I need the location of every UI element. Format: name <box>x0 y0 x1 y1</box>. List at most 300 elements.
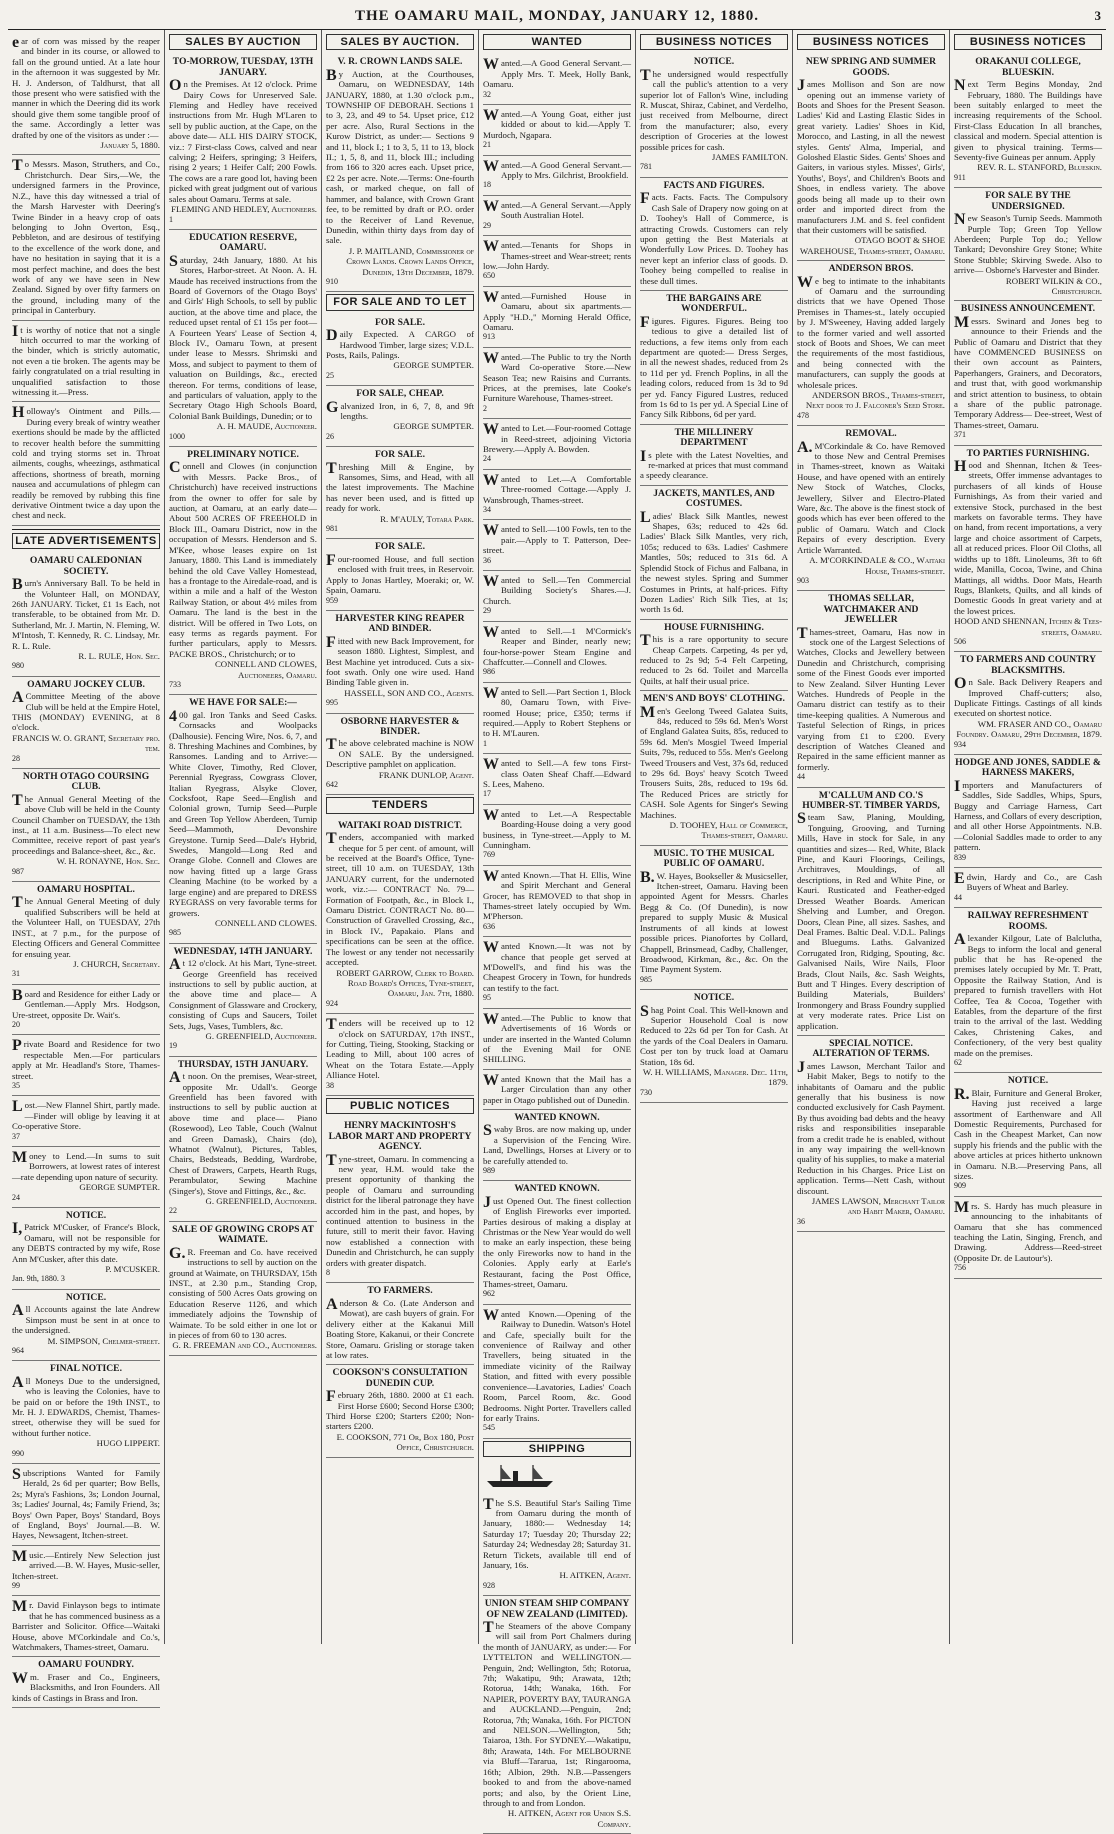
advertisement <box>483 1494 631 1597</box>
ad-body: Shag Point Coal. This Well-known and Superior Household Coal is now Reduced to 22s 6d per Ton for Cash. At the yards of the Coal Dealers in Oamaru. Cost per ton by truck load at Oamaru Station, 18s 6d. <box>640 1002 788 1067</box>
ad-number: 24 <box>12 1192 20 1202</box>
ad-title: V. R. CROWN LANDS SALE. <box>337 56 463 68</box>
column-section-heading: LATE ADVERTISEMENTS <box>12 533 160 549</box>
ad-number: 32 <box>483 89 491 99</box>
ad-signature: J. P. MAITLAND, Commissioner of Crown Lands. Crown Lands Office, Dunedin, 13th December, 1879. <box>346 245 474 277</box>
ad-title: TO PARTIES FURNISHING. <box>966 447 1090 459</box>
ad-title: FOR SALE. <box>374 541 426 553</box>
advertisement <box>483 1009 631 1070</box>
ad-number: 506 <box>954 636 966 646</box>
ad-body: Wanted.—A Good General Servant.—Apply Mrs. T. Meek, Holly Bank, Oamaru. <box>483 56 631 90</box>
ad-body: The Steamers of the above Company will sail from Port Chalmers during the month of JANUARY, as under:— For LYTTELTON and WELLINGTON.—Penguin, 2nd; Wellington, 5th; Rotorua, 7th; Wakatipu, 9th; Arawata, 12th; Rotorua, 14th; Wanaka, 16th. For NAPIER, POVERTY BAY, TAURANGA and AUCKLAND.—Penguin, 2nd; Rotorua, 7th; Wanaka, 16th. For PICTON and NELSON.—Wellington, 5th; Taiaroa, 13th. For SYDNEY.—Wakatipu, 8th; Arawata, 14th. For MELBOURNE via Bluff—Tararua, 1st; Ringarooma, 16th; Albion, 29th. N.B.—Passengers booked to and from the above-named ports; and also, by the Orient Line, through to and from London. <box>483 1619 631 1808</box>
ad-signature: ROBERT GARROW, Clerk to Board. Road Board's Offices, Tyne-street, Oamaru, Jan. 7th, 1880. <box>336 967 474 999</box>
ad-body: Messrs. Swinard and Jones beg to announce to their Friends and the Public of Oamaru and District that they have COMMENCED BUSINESS on their own account as Painters, Paperhangers, Grainers, and Decorators, and trust that, with good workmanship and strict attention to business, to obtain a share of the public patronage. Temporary Address— Dee-street, West of Thames-street, Oamaru. <box>954 313 1102 430</box>
ad-signature: FLEMING AND HEDLEY, Auctioneers. <box>171 204 317 215</box>
ad-title: BUSINESS ANNOUNCEMENT. <box>960 303 1096 315</box>
advertisement <box>169 944 317 1057</box>
ad-signature: ROBERT WILKIN & CO., Christchurch. <box>1005 275 1102 296</box>
ad-signature: CONNELL AND CLOWES, Auctioneers, Oamaru. <box>214 659 317 680</box>
ad-signature: HOOD AND SHENNAN, Itchen & Tees-streets, Oamaru. <box>954 616 1102 637</box>
advertisement <box>954 188 1102 301</box>
ad-number: 371 <box>954 430 966 440</box>
ad-title: WANTED KNOWN. <box>514 1111 600 1123</box>
newspaper-column <box>479 30 636 1829</box>
ad-body: Music.—Entirely New Selection just arrived.—B. W. Hayes, Music-seller, Itchen-street. <box>12 1547 160 1581</box>
ad-title: HENRY MACKINTOSH'S LABOR MART AND PROPERTY AGENCY. <box>328 1120 472 1153</box>
ad-title: PRELIMINARY NOTICE. <box>187 449 299 461</box>
ad-number: 8 <box>326 1268 330 1278</box>
advertisement <box>12 1035 160 1096</box>
ad-body: Wanted to Sell.—1 M'Cormick's Reaper and Binder, nearly new; four-horse-power Steam Engine and Chaffcutter.—Connell and Clowes. <box>483 623 631 667</box>
ad-body: Subscriptions Wanted for Family Herald, 2s 6d per quarter; Bow Bells, 2s; Myra's Fashions, 3s; London Journal, 3s; Ladies' Journal, 4s; Family Friend, 3s; Boys' Own Paper, Boys' Standard, Boys of England, Boys' Journal.—B. W. Hayes, Newsagent, Itchen-street. <box>12 1465 160 1541</box>
ad-signature: A. H. MAUDE, Auctioneer. <box>216 421 317 432</box>
ad-number: 986 <box>483 667 495 677</box>
advertisement <box>954 652 1102 755</box>
ad-body: Wanted to Sell.—Ten Commercial Building Society's Shares.—J. Church. <box>483 573 631 606</box>
ad-number: 34 <box>483 505 491 515</box>
ad-signature: GEORGE SUMPTER. <box>393 421 474 432</box>
advertisement <box>483 54 631 105</box>
advertisement <box>640 178 788 291</box>
ad-body: Thames-street, Oamaru, Has now in stock one of the Largest Selections of Watches, Clocks and Jewellery between Dunedin and Christchurch, comprising some of the Finest Goods ever imported to New Zealand. Silver Hunting Lever Watches. Hundreds of People in the Oamaru district can testify as to their time-keeping qualities. A Numerous and Tasteful Selection of Rings, in prices varying from £1 to £200. Every description of Watches Cleaned and Repaired in the same efficient manner as formerly. <box>797 624 945 772</box>
ad-signature: R. L. RULE, Hon. Sec. <box>78 650 160 661</box>
ad-body: Wanted to Sell.—100 Fowls, ten to the pair.—Apply to T. Patterson, Dee-street. <box>483 522 631 556</box>
ad-title: HODGE AND JONES, SADDLE & HARNESS MAKERS, <box>955 757 1101 779</box>
ad-number: 959 <box>326 595 338 605</box>
ad-title: HOUSE FURNISHING. <box>664 621 764 633</box>
advertisement <box>12 1361 160 1464</box>
ad-title: THE BARGAINS ARE WONDERFUL. <box>666 292 762 315</box>
ad-number: 31 <box>12 969 20 979</box>
ad-number: 924 <box>326 998 338 1008</box>
advertisement <box>483 105 631 156</box>
ad-signature: January 5, 1880. <box>100 140 160 151</box>
ad-signature: W. H. WILLIAMS, Manager. Dec. 11th, 1879. <box>642 1066 788 1088</box>
advertisement <box>640 425 788 486</box>
advertisement <box>640 990 788 1103</box>
ad-number: 989 <box>483 1165 495 1175</box>
ad-body: Wanted to Let.—A Respectable Boarding-House doing a very good business, in Tyne-street.—Apply to M. Cunningham. <box>483 806 631 850</box>
ad-body: Wanted.—The Public to know that Advertisements of 16 Words or under are inserted in the Wanted Column of the Evening Mail for ONE SHILLING. <box>483 1010 631 1065</box>
ad-title: ORAKANUI COLLEGE, BLUESKIN. <box>975 56 1081 78</box>
column-section-heading: BUSINESS NOTICES <box>640 34 788 50</box>
advertisement <box>640 691 788 846</box>
ad-body: We beg to intimate to the inhabitants of Oamaru and the surrounding districts that we have Opened Those Premises in Thames-st., lately occupied by J. M'Sweeney, Having added largely to the former varied and well assorted stock of Boots and Shoes, We can meet the requirements of the most fastidious, and being connected with the manufacturers, can supply the goods at wholesale prices. <box>797 273 945 390</box>
page-number: 3 <box>1094 8 1102 23</box>
ad-body: The Annual General Meeting of the above Club will be held in the County Council Chamber on TUESDAY, the 13th inst., at 11 a.m. Business—To elect new Committee, receive report of past year's proceedings and Balance-sheet, &c., &c. <box>12 791 160 856</box>
ad-title: HARVESTER KING REAPER AND BINDER. <box>335 612 465 635</box>
ad-title: FOR SALE. <box>374 316 426 328</box>
ad-title: THOMAS SELLAR, WATCHMAKER AND JEWELLER <box>823 593 919 626</box>
ad-body: Mrs. S. Hardy has much pleasure in announcing to the inhabitants of Oamaru that she has commenced teaching the Latin, Singing, French, and Drawing. Address—Reed-street (Opposite Dr. de Lautour's). <box>954 1198 1102 1263</box>
ad-title: SALE OF GROWING CROPS AT WAIMATE. <box>172 1223 314 1246</box>
ad-number: 44 <box>797 772 805 782</box>
advertisement <box>483 419 631 470</box>
column-section-heading: PUBLIC NOTICES <box>326 1098 474 1114</box>
ad-signature: W. H. RONAYNE, Hon. Sec. <box>56 856 160 867</box>
newspaper-column <box>322 30 479 1644</box>
ad-title: OAMARU JOCKEY CLUB. <box>27 678 145 690</box>
ad-number: 756 <box>954 1263 966 1273</box>
advertisement <box>12 1290 160 1361</box>
ad-body: To Messrs. Mason, Struthers, and Co., Christchurch. Dear Sirs,—We, the undersigned farmers in the Province, N.Z., have this day witnessed a trial of the Marsh Harvester with Deering's Twine Binder in a heavy crop of oats belonging to John Overton, Esq., Pebbleton, and are desirous of testifying to the excellence of the work done, and have no hesitation in saying that it is a most perfect machine, and does the best work of any we have seen in New Zealand. Signed by over fifty farmers on the ground, including many of the principal in Canterbury. <box>12 157 160 316</box>
ad-title: TO FARMERS. <box>367 1285 433 1297</box>
rule-divider <box>12 529 160 530</box>
masthead-title: THE OAMARU MAIL, MONDAY, JANUARY 12, 1880. <box>355 8 759 24</box>
ad-title: REMOVAL. <box>845 428 897 440</box>
ad-number: 913 <box>483 332 495 342</box>
ad-number: 38 <box>326 1080 334 1090</box>
ad-number: 20 <box>12 1019 20 1029</box>
advertisement <box>12 1464 160 1546</box>
advertisement <box>483 1596 631 1834</box>
ad-title: M'CALLUM AND CO.'S HUMBER-ST. TIMBER YARDS, <box>802 789 940 812</box>
advertisement <box>12 1096 160 1147</box>
ad-number: 2 <box>483 403 487 413</box>
ad-body: Saturday, 24th January, 1880. At his Stores, Harbor-street. At Noon. A. H. Maude has received instructions from the Board of Governors of the Otago Boys' and Girls' High Schools, to sell by public auction, at the above time and place, the reduced upset rental of £1 15s per foot— A Fourteen Years' Lease of Section 4, Block IV., Oamaru Town, at present under lease to Messrs. Shrimski and Moss, and subject to payment to them of valuation on Buildings, &c., erected thereon. For terms, conditions of lease, and particulars of valuation, apply to the Secretary Otago High Schools Board, Colonial Bank Buildings, Dunedin; or to <box>169 252 317 421</box>
ad-signature: GEORGE SUMPTER. <box>79 1182 160 1193</box>
ad-number: 985 <box>169 928 181 938</box>
ad-signature: H. AITKEN, Agent. <box>559 1570 631 1581</box>
ad-signature: E. COOKSON, 771 Or, Box 180, Post Office, Christchurch. <box>336 1431 474 1453</box>
ad-number: 642 <box>326 780 338 789</box>
ad-body: On Sale. Back Delivery Reapers and Improved Chaff-cutters; also, Duplicate Fittings. Castings of all kinds executed on shortest notice. <box>954 675 1102 719</box>
ad-body: Private Board and Residence for two respectable Men.—For particulars apply at Mr. Headland's Store, Thames-street. <box>12 1037 160 1081</box>
ad-title: NOTICE. <box>693 56 735 68</box>
ad-body: Is plete with the Latest Novelties, and re-marked at prices that must command a speedy clearance. <box>640 447 788 481</box>
ad-number: 985 <box>640 974 652 984</box>
ad-number: 36 <box>797 1216 805 1226</box>
ad-body: Edwin, Hardy and Co., are Cash Buyers of Wheat and Barley. <box>954 870 1102 893</box>
ad-number: 650 <box>483 271 495 281</box>
ad-body: ACommittee Meeting of the above Club will be held at the Empire Hotel, THIS (MONDAY) EVENING, at 8 o'clock. <box>12 689 160 733</box>
ad-title: TO FARMERS AND COUNTRY BLACKSMITHS. <box>959 654 1097 676</box>
advertisement <box>483 683 631 754</box>
advertisement <box>12 155 160 320</box>
ad-title: OSBORNE HARVESTER & BINDER. <box>340 715 460 737</box>
ad-title: WE HAVE FOR SALE:— <box>189 697 297 709</box>
ad-number: 62 <box>954 1057 962 1067</box>
advertisement <box>483 754 631 805</box>
ad-number: 990 <box>12 1448 24 1458</box>
advertisement <box>12 1546 160 1597</box>
ad-number: 17 <box>483 789 491 799</box>
advertisement <box>797 788 945 1036</box>
ad-body: Holloway's Ointment and Pills.—During every break of wintry weather exertions should be made by the afflicted to recover health before the summitting cold and trying storms set in. Throat ailments, coughs, wheezings, asthmatical affections, shortness of breath, morning nausea and accumulations of phlegm can readily be removed by rubbing this fine derivative Ointment twice a day upon the chest and neck. <box>12 404 160 521</box>
ad-signature: REV. R. L. STANFORD, Blueskin. <box>977 162 1102 173</box>
ad-body: Alexander Kilgour, Late of Balclutha, Begs to inform the local and general public that he has Re-opened the premises lately occupied by Mr. T. Pratt, Opposite the Railway Station, And is prepared to furnish travellers with Hot Coffee, Tea & Cocoa, Together with Eatables, from the departure of the first train to the arrival of the last. Wedding Cakes, Christening Cakes, and Confectionery, of the very best quality made on the premises. <box>954 931 1102 1058</box>
advertisement <box>954 755 1102 868</box>
column-section-heading: SHIPPING <box>483 1441 631 1457</box>
ad-number: 928 <box>483 1580 495 1590</box>
column-section-heading: SALES BY AUCTION. <box>326 34 474 50</box>
newspaper-column <box>793 30 950 1644</box>
ad-body: New Season's Turnip Seeds. Mammoth Purple Top; Green Top Yellow Aberdeen; Purple Top do.; Yellow Tankard; Devonshire Grey Stone; White Stone Stubble; Skirving Swede. Also to arrive— Osborne's Harvester and Binder. <box>954 211 1102 276</box>
advertisement <box>326 386 474 447</box>
advertisement <box>12 321 160 403</box>
ad-body: Just Opened Out. The finest collection of English Fireworks ever imported. Parties desirous of making a display at Christmas or the New Year would do well to make an early inspection, these being the only Fireworks now to hand in the Colonies. Apply early at Earle's Restaurant, facing the Post Office, Thames-street, Oamaru. <box>483 1193 631 1290</box>
advertisement <box>12 882 160 985</box>
ad-body: R.Blair, Furniture and General Broker, Having just received a large assortment of Earthenware and All Domestic Requirements, Purchased for Cash in the Cheapest Market, Can now supply his friends and the public with the above articles at prices hitherto unknown in Oamaru. N.B.—Preserving Pans, all sizes. <box>954 1085 1102 1182</box>
ad-signature: H. AITKEN, Agent for Union S.S. Company. <box>507 1808 631 1829</box>
columns-container <box>8 30 1106 1829</box>
ad-body: Wm. Fraser and Co., Engineers, Blacksmiths, and Iron Founders. All kinds of Castings in Brass and Iron. <box>12 1669 160 1703</box>
advertisement <box>483 348 631 419</box>
ad-body: Wanted.—A Good General Servant.—Apply to Mrs. Gilchrist, Brookfield. <box>483 157 631 181</box>
ad-title: NOTICE. <box>1007 1075 1049 1087</box>
ad-number: 25 <box>326 370 334 380</box>
column-section-heading: BUSINESS NOTICES <box>797 34 945 50</box>
ad-number: 636 <box>483 921 495 931</box>
ad-number: 962 <box>483 1289 495 1299</box>
advertisement <box>483 937 631 1008</box>
advertisement <box>483 470 631 521</box>
ad-body: Daily Expected. A CARGO of Hardwood Timber, large sizes; V.D.L. Posts, Rails, Palings. <box>326 327 474 360</box>
ad-body: By Auction, at the Courthouses, Oamaru, on WEDNESDAY, 14th JANUARY, 1880, at 1.30 o'clock p.m., TOWNSHIP OF DEBORAH. Sections 1 to 3, 23, and 49 to 54. Upset price, £12 per acre. Also, Rural Sections in the Kurow District, as under:— Sections 9 and 11, block I.; 1 to 3, 5, 11 to 13, block II.; 1, 5, 8, and 11, block III.; including from 166 to 320 acres each. Upset price, £2 2s per acre. Note.—Terms: One-fourth cash, or marked cheque, on fall of hammer, and balance, with Crown Grant fee, to be remitted by draft or P.O. order to the Receiver of Land Revenue, Dunedin, within thirty days from day of sale. <box>326 66 474 246</box>
advertisement <box>12 1657 160 1708</box>
ad-body: Threshing Mill & Engine, by Ransomes, Sims, and Head, with all the latest improvements. The Machine has never been used, and is fitted up ready for work. <box>326 459 474 514</box>
ad-body: Board and Residence for either Lady or Gentleman.—Apply Mrs. Hodgson, Ure-street, opposite Dr. Wait's. <box>12 986 160 1020</box>
ad-number: 964 <box>12 1345 24 1355</box>
advertisement <box>326 1014 474 1096</box>
ad-number: 478 <box>797 410 809 420</box>
ad-body: The undersigned would respectfully call the public's attention to a very superior lot of Fallon's Wine, including R. Muscat, Shiraz, Cabinet, and Verdelho, just received from Melbourne, direct from the manufacturer; also, every description of Groceries at the lowest possible prices for cash. <box>640 66 788 152</box>
ad-title: OAMARU FOUNDRY. <box>38 1659 134 1671</box>
ad-signature: M. SIMPSON, Chelmer-street. <box>47 1335 160 1346</box>
newspaper-column <box>636 30 793 1644</box>
ad-number: 910 <box>326 276 338 286</box>
ad-title: SPECIAL NOTICE. ALTERATION OF TERMS. <box>812 1037 930 1060</box>
ad-number: 769 <box>483 850 495 860</box>
ad-signature: GEORGE SUMPTER. <box>393 360 474 371</box>
advertisement <box>326 1283 474 1365</box>
ad-number: 733 <box>169 679 181 689</box>
column-section-heading: FOR SALE AND TO LET <box>326 294 474 310</box>
ad-body: Wanted to Let.—Four-roomed Cottage in Reed-street, adjoining Victoria Brewery.—Apply A. Bowden. <box>483 421 631 454</box>
ad-body: Galvanized Iron, in 6, 7, 8, and 9ft lengths. <box>326 398 474 421</box>
ad-title: NOTICE. <box>65 1210 107 1222</box>
ad-signature: HUGO LIPPERT. <box>96 1438 160 1449</box>
ad-number: 995 <box>326 698 338 708</box>
masthead <box>8 6 1106 30</box>
ad-number: 18 <box>483 180 491 190</box>
ad-number: 29 <box>483 220 491 230</box>
ad-signature: OTAGO BOOT & SHOE WAREHOUSE, Thames-street, Oamaru. <box>799 235 945 256</box>
ad-body: Wanted Known.—It was not by chance that people get served at M'Dowell's, and find his was the Cheapest Grocery in Town, for hundreds can testify to the fact. <box>483 939 631 993</box>
ad-signature: CONNELL AND CLOWES. <box>214 917 317 928</box>
advertisement <box>797 261 945 426</box>
ad-number: 903 <box>797 575 809 585</box>
ad-body: Wanted.—The Public to try the North Ward Co-operative Store.—New Season Tea; new Raisins and Currants. Prices, at the premises, late Cooke's Furniture Warehouse, Thames-street. <box>483 349 631 404</box>
ad-body: Hood and Shennan, Itchen & Tees-streets, Offer immense advantages to purchasers of all kinds of House Furnishings, As from their varied and extensive Stock, purchased in the best markets on favorable terms. They have on hand, from recent importations, a very large and choice assortment of Carpets, all at reduced prices. Floor Oil Cloths, all widths up to 18ft. Linoleums, 3ft to 6ft wide, Manilla, Cocoa, Twine, and China Mattings, all widths. Door Mats, Hearth Rugs, Blankets, Quilts, and all kinds of Domestic Goods In great variety and at the lowest prices. <box>954 458 1102 616</box>
advertisement <box>483 805 631 866</box>
ad-title: THURSDAY, 15TH JANUARY. <box>177 1058 309 1070</box>
advertisement <box>169 1222 317 1356</box>
ad-body: Lost.—New Flannel Shirt, partly made.—Finder will oblige by leaving it at Co-operative Store. <box>12 1098 160 1132</box>
ad-signature: J. CHURCH, Secretary. <box>73 958 160 969</box>
ad-signature: R. M'AULY, Totara Park. <box>380 513 474 524</box>
ad-number: 29 <box>483 606 491 616</box>
ad-signature: P. M'CUSKER. <box>105 1264 160 1275</box>
advertisement <box>483 196 631 236</box>
ad-signature: HASSELL, SON AND CO., Agents. <box>344 687 474 698</box>
ad-title: WEDNESDAY, 14TH JANUARY. <box>173 945 313 957</box>
ad-number: 911 <box>954 172 966 182</box>
ad-signature: D. TOOHEY, Hall of Commerce, Thames-street, Oamaru. <box>669 820 788 841</box>
advertisement <box>954 868 1102 908</box>
ad-body: G.R. Freeman and Co. have received instructions to sell by auction on the ground at Waimate, on THURSDAY, 15th INST., at 2.30 p.m., Standing Crop, consisting of 500 Acres Oats growing on Education Reserve 1126, and which immediately adjoins the Township of Waimate. To be sold either in one lot or in pieces of from 60 to 130 acres. <box>169 1244 317 1340</box>
ad-body: On the Premises. At 12 o'clock. Prime Dairy Cows for Unreserved Sale. Fleming and Hedley have received instructions from Mr. Hugh M'Laren to sell by public auction, at the Cape, on the above date— ALL HIS DAIRY STOCK, viz.: 7 First-class Cows, calved and near calving; 2 Heifers, springing; 3 Heifers, rising 2 years; 1 Heifer Calf; 200 Fowls. The cows are a rare good lot, having been picked with great judgment out of various sales about Oamaru. Terms at sale. <box>169 77 317 204</box>
ad-signature: WM. FRASER AND CO., Oamaru Foundry. Oamaru, 29th December, 1879. <box>956 718 1102 740</box>
ad-number: 95 <box>483 993 491 1003</box>
advertisement <box>326 1365 474 1457</box>
ad-title: FACTS AND FIGURES. <box>663 179 765 191</box>
ad-body: Burn's Anniversary Ball. To be held in the Volunteer Hall, on MONDAY, 26th JANUARY. Ticket, £1 1s Each, not transferable, to be obtained from Mr. D. Sutherland, Mr. J. Martin, N. Fleming, W. M'Intosh, T. Kennedy, R. C. Lindsay, Mr. R. L. Rule. <box>12 576 160 651</box>
ad-title: MEN'S AND BOYS' CLOTHING. <box>643 693 785 705</box>
ad-body: Wanted Known.—That H. Ellis, Wine and Spirit Merchant and General Grocer, has REMOVED to that shop in Thames-street lately occupied by Wm. M'Pherson. <box>483 867 631 922</box>
advertisement <box>483 236 631 287</box>
ad-title: THE MILLINERY DEPARTMENT <box>674 426 754 449</box>
ad-title: TO-MORROW, TUESDAY, 13TH JANUARY. <box>172 56 314 78</box>
advertisement <box>326 714 474 796</box>
ad-body: Four-roomed House, and full section enclosed with fruit trees, in Reservoir. Apply to Jonas Hartley, Moeraki; or, W. Spain, Oamaru. <box>326 551 474 596</box>
advertisement <box>169 1057 317 1222</box>
advertisement <box>640 620 788 691</box>
newspaper-column <box>8 30 165 1703</box>
ad-number: 99 <box>12 1581 20 1591</box>
ad-number: 1 <box>169 214 173 224</box>
advertisement <box>12 677 160 769</box>
advertisement <box>483 520 631 571</box>
ad-number: 21 <box>483 140 491 150</box>
ad-body: Wanted Known.—Opening of the Railway to Dunedin. Watson's Hotel and Cafe, specially built for the convenience of Railway and other Travellers, being situated in the immediate vicinity of the Railway Station, and fitted with every possible convenience—Lavatories, Ladies' Coach Room, Parcel Room, &c. Good Bedrooms. Night Porter. Travellers called for early Trains. <box>483 1306 631 1423</box>
ad-body: All Moneys Due to the undersigned, who is leaving the Colonies, have to be paid on or before the 19th INST., to Mr. H. J. EDWARDS, Chemist, Thames-street, otherwise they will be sued for without further notice. <box>12 1373 160 1438</box>
ad-body: Ladies' Black Silk Mantles, newest Shapes, 63s; reduced to 42s 6d. Ladies' Black Silk Mantles, very rich, 105s; reduced to 63s. Ladies' Cashmere Mantles, 50s; reduced to 31s 6d. A Splendid Stock of Fichus and Falbana, in the newest styles. Spring and Summer Costumes in Prints, at half-prices. Fifty Dozen Ladies' Rich Silk Ties, at 1s; worth 1s 6d. <box>640 508 788 615</box>
advertisement <box>326 539 474 610</box>
advertisement <box>12 1147 160 1208</box>
ad-body: Tenders will be received up to 12 o'clock on SATURDAY, 17th INST., for Cutting, Tieing, Stooking, Stacking or Leading to Mill, about 100 acres of Wheat on the Totara Estate.—Apply Alliance Hotel. <box>326 1016 474 1081</box>
ad-body: At 12 o'clock. At his Mart, Tyne-street. George Greenfield has received instructions to sell by public auction, at the above time and place— A Consignment of Glassware and Crockery, consisting of Cups and Saucers, Toilet Sets, Jugs, Vases, Tumblers, &c. <box>169 956 317 1031</box>
advertisement <box>12 1208 160 1290</box>
ad-signature: G. GREENFIELD, Auctioneer. <box>205 1030 317 1041</box>
ad-signature: G. R. FREEMAN and CO., Auctioneers. <box>172 1340 317 1351</box>
ad-title: NEW SPRING AND SUMMER GOODS. <box>805 56 937 78</box>
ad-number: 35 <box>12 1080 20 1090</box>
ad-body: Anderson & Co. (Late Anderson and Mowat), are cash buyers of grain. For delivery either at the Kakanui Mill Boating Store, Kakanui, or their Concrete Store, Oamaru. Grisling or storage taken at low rates. <box>326 1295 474 1360</box>
newspaper-column <box>950 30 1106 1644</box>
advertisement <box>12 402 160 525</box>
advertisement <box>483 1110 631 1181</box>
advertisement <box>169 54 317 230</box>
ad-body: Importers and Manufacturers of Saddles, Side Saddles, Whips, Spurs, Buggy and Carriage Harness, Cart Harness, and Collars of every description, and all other Horse Appointments. N.B.—Colonial Saddles made to order to any pattern. <box>954 777 1102 853</box>
ad-body: Facts. Facts. Facts. The Compulsory Cash Sale of Drapery now going on at D. Toohey's Hall of Commerce, is attracting Crowds. Customers can rely upon getting the Best Materials at Wonderfully Low Prices. D. Toohey has never kept an inferior class of goods. D. Toohey being compelled to realise in these dull times. <box>640 190 788 286</box>
advertisement <box>954 54 1102 188</box>
advertisement <box>12 985 160 1036</box>
ad-title: UNION STEAM SHIP COMPANY OF NEW ZEALAND (LIMITED). <box>484 1598 630 1620</box>
ad-title: FOR SALE. <box>374 449 426 461</box>
ad-number: 1 <box>483 738 487 748</box>
advertisement <box>954 908 1102 1073</box>
advertisement <box>12 32 160 155</box>
ad-number: 981 <box>326 524 338 534</box>
advertisement <box>326 54 474 292</box>
advertisement <box>169 695 317 943</box>
ad-signature: G. GREENFIELD, Auctioneer. <box>205 1196 317 1207</box>
ad-body: Wanted Known that the Mail has a Larger Circulation than any other paper in Otago published out of Dunedin. <box>483 1071 631 1105</box>
ad-title: RAILWAY REFRESHMENT ROOMS. <box>967 910 1089 932</box>
ad-number: 22 <box>169 1206 177 1216</box>
ad-number: 36 <box>483 555 491 565</box>
advertisement <box>326 315 474 386</box>
advertisement <box>326 1118 474 1283</box>
ad-number: 781 <box>640 162 652 172</box>
advertisement <box>954 1073 1102 1196</box>
ad-body: Tyne-street, Oamaru. In commencing a new year, H.M. would take the present opportunity of thanking the people of Oamaru and surrounding district for the liberal patronage they have accorded him in the past, and hopes, by continued attention to business in the future, still to merit their favor. Having now established a connection with Dunedin and Christchurch, he can supply orders with greater dispatch. <box>326 1151 474 1268</box>
ad-body: Wanted.—A Young Goat, either just kidded or about to kid.—Apply T. Murdoch, Ngapara. <box>483 107 631 140</box>
ad-title: NOTICE. <box>65 1291 107 1303</box>
advertisement <box>326 447 474 539</box>
ad-number: 545 <box>483 1423 495 1433</box>
ad-body: The Annual General Meeting of duly qualified Subscribers will be held at the Volunteer Hall, on TUESDAY, 27th INST., at 7 p.m., for the purpose of Electing Officers and General Committee for ensuing year. <box>12 894 160 959</box>
advertisement <box>640 486 788 620</box>
ad-body: Tenders, accompanied with marked cheque for 5 per cent. of amount, will be received at the Board's Office, Tyne-street, till 10 a.m. on TUESDAY, 13th JANUARY current, for the undernoted work, viz.:— CONTRACT No. 79—Formation of Footpath, &c., in Block I., Oamaru District. CONTRACT No. 80—Construction of Gravelled Crossing, &c., in Block IV., Papakaio. Plans and specifications can be seen at the office. The lowest or any tender not necessarily accepted. <box>326 830 474 968</box>
column-section-heading: SALES BY AUCTION <box>169 34 317 50</box>
ad-body: All Accounts against the late Andrew Simpson must be sent in at once to the undersigned. <box>12 1302 160 1336</box>
ad-body: February 26th, 1880. 2000 at £1 each. First Horse £600; Second Horse £300; Third Horse £200; Starters £200; Non-starters £200. <box>326 1388 474 1432</box>
advertisement <box>954 301 1102 445</box>
advertisement <box>483 622 631 683</box>
advertisement <box>169 447 317 695</box>
advertisement <box>483 866 631 937</box>
ad-body: Wanted.—Furnished House in Oamaru, about six apartments.—Apply "H.D.," Morning Herald Office, Oamaru. <box>483 288 631 332</box>
ad-number: 19 <box>169 1041 177 1051</box>
ad-body: The above celebrated machine is NOW ON SALE. By the undersigned. Descriptive pamphlet on application. <box>326 736 474 770</box>
ad-signature: FRANCIS W. O. GRANT, Secretary pro. tem. <box>12 732 160 754</box>
ad-body: Wanted to Let.—A Comfortable Three-roomed Cottage.—Apply J. Wansbrough, Thames-street. <box>483 471 631 505</box>
ad-number: 987 <box>12 866 24 876</box>
ad-body: 400 gal. Iron Tanks and Seed Casks. Cornsacks and Woolpacks (Dalhousie). Fencing Wire, Nos. 6, 7, and 8. Threshing Machines and Combines, by Ransomes. Landing and to Arrive:— White Clover, Timothy, Red Clover, Perennial Ryegrass, Cowgrass Clover, Italian Ryegrass, Alsyke Clover, Cocksfoot, Rape Seed—English and Colonial grown, Turnip Seed—Purple and Green Top Yellow Aberdeen, Turnip Seed—Mammoth, Devonshire Greystone. Turnip Seed—Dale's Hybrid, Swedes, Mangold—Long Red and Orange Globe. Connell and Clowes are now having fitted up a large Grass Cleaning Machine (to be worked by a large engine) and are prepared to DRESS RYEGRASS on very favorable terms for growers. <box>169 707 317 918</box>
ad-signature: A. M'CORKINDALE & CO., Waitaki House, Thames-street. <box>809 555 945 576</box>
advertisement <box>483 1070 631 1110</box>
ad-body: Wanted.—Tenants for Shops in Thames-street and Wear-street; rents low.—John Hardy. <box>483 238 631 271</box>
ad-body: This is a rare opportunity to secure Cheap Carpets. Carpeting, 4s per yd, reduced to 2s 9d; 5-4 Felt Carpeting, reduced to 2s 6d. Toilet and Marcella Quilts, at half their usual price. <box>640 632 788 686</box>
ad-body: At noon. On the premises, Wear-street, opposite Mr. Udall's. George Greenfield has been favored with instructions to sell by public auction at above time and place— Piano (Rosewood), Leo Table, Couch (Walnut and Green Damask), Chairs (do), Whatnot (Walnut), Pictures, Tables, Chairs, Bedsteads, Bedding, Wardrobe, Chest of Drawers, Carpets, Hearth Rugs, Perambulator, Sewing Machine (Singer's), Stove and Fittings, &c., &c. <box>169 1069 317 1196</box>
ad-number: 26 <box>326 431 334 441</box>
ad-body: Money to Lend.—In sums to suit Borrowers, at lowest rates of interest—rate depending upon nature of security. <box>12 1149 160 1182</box>
ad-body: ear of corn was missed by the reaper and binder in its course, or allowed to fall on the ground untied. At a late hour in the afternoon it was suggested by Mr. H. J. Anderson, of Taldhurst, that all those present who were satisfied with the manner in which the Deering did its work should give them some tangible proof of the same. Accordingly a letter was drafted by one of the visitors as under :— <box>12 34 160 140</box>
ad-title: OAMARU CALEDONIAN SOCIETY. <box>29 555 143 577</box>
ad-number: 44 <box>954 892 962 902</box>
ad-body: B.W. Hayes, Bookseller & Musicseller, Itchen-street, Oamaru. Having been appointed Agent for Messrs. Charles Begg & Co. (Of Dunedin), is now prepared to supply Music & Musical Instruments of all kinds at lowest possible prices. Pianofortes by Collard, Chappell, Brinsmead, Cadby, Challenger, Broadwood, Kirkman, &c., &c. On the Time Payment System. <box>640 868 788 975</box>
advertisement <box>12 1596 160 1657</box>
column-section-heading: WANTED <box>483 34 631 50</box>
advertisement <box>954 1197 1102 1279</box>
ad-body: James Lawson, Merchant Tailor and Habit Maker, Begs to notify to the inhabitants of Oamaru and the public generally that his business is now conducted exclusively for Cash Payment. By thus avoiding bad debts and the heavy risks and responsibilities inseparable from a credit trade he is enabled, without in any way impairing the well-known quality of his supplies, to make a material Reduction in his Charges. Price List on application. Terms—Nett Cash, without discount. <box>797 1058 945 1196</box>
column-section-heading: TENDERS <box>326 797 474 813</box>
ad-body: Next Term Begins Monday, 2nd February, 1880. The Buildings have been suitably enlarged to meet the increasing requirements of the School. First-Class Education In all branches, classical and modern. Special attention is given to physical training. Terms—Seventy-five Guineas per annum. Apply <box>954 77 1102 163</box>
advertisement <box>12 769 160 882</box>
ad-number: 909 <box>954 1181 966 1191</box>
advertisement <box>797 591 945 787</box>
newspaper-column <box>165 30 322 1644</box>
ad-body: It is worthy of notice that not a single hitch occurred to mar the working of the binder, which is strictly automatic, not even a tie broken. The agents may be fairly congratulated on a trial resulting in unqualified satisfaction to those witnessing it.—Press. <box>12 322 160 397</box>
ad-body: Wanted to Sell.—Part Section 1, Block 80, Oamaru Town, with Five-roomed House; price, £350; terms if required.—Apply to Robert Stephens or to H. M'Lauren. <box>483 684 631 739</box>
ad-body: Mr. David Finlayson begs to intimate that he has commenced business as a Barrister and Solicitor. Office—Waitaki House, above M'Corkindale and Co.'s, Watchmakers, Thames-street, Oamaru. <box>12 1598 160 1653</box>
ad-number: 28 <box>12 753 20 763</box>
ad-number: 980 <box>12 661 24 671</box>
ad-body: James Mollison and Son are now opening out an immense variety of Boots and Shoes for the Present Season. Ladies' Kid and Lasting Elastic Sides in great variety. Ladies' Shoes in Kid, Morocco, and Lasting, in all the newest styles. Gents' Alma, Imperial, and Goloshed Elastic Sides. Gents' Shoes and Gaiters, in various styles. Misses', Girls', Youths', Boys', and Children's Boots and Shoes, in endless variety. The above goods being all made up to their own order and imported direct from the manufacturers J.M. and S. feel confident that their customers will be satisfied. <box>797 77 945 235</box>
ad-title: WAITAKI ROAD DISTRICT. <box>337 819 463 831</box>
